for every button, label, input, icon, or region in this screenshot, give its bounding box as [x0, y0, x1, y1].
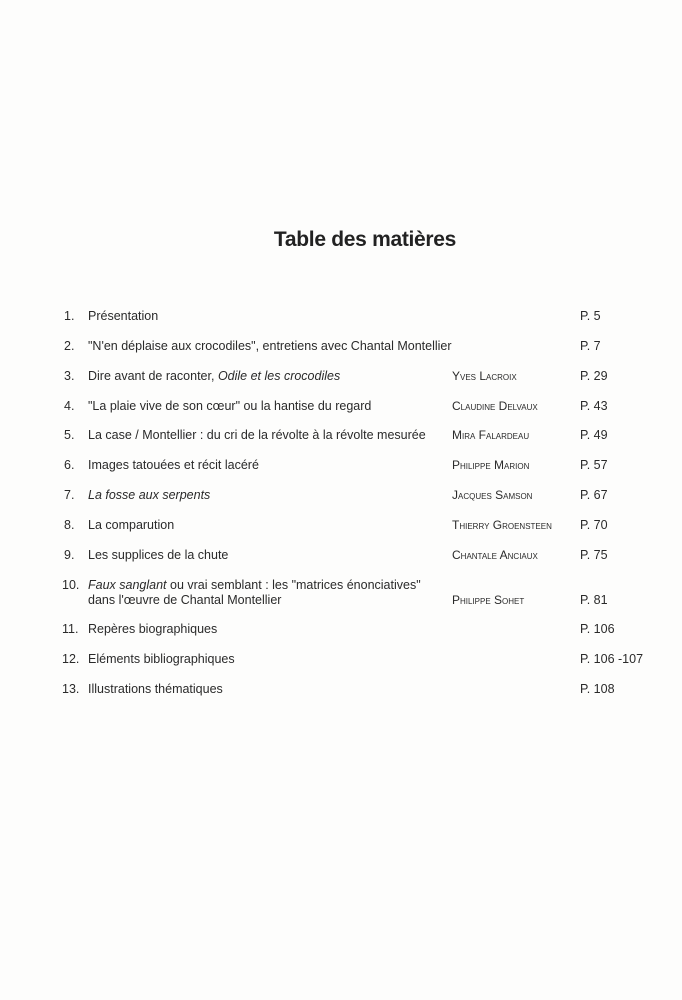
entry-page: P. 106 -107: [580, 652, 644, 666]
entry-number: 1.: [64, 309, 75, 323]
entry-page: P. 75: [580, 548, 608, 562]
entry-label: Les supplices de la chute: [88, 548, 229, 562]
entry-label: [88, 369, 340, 383]
entry-author: Philippe Marion: [452, 458, 530, 472]
entry-number: 5.: [64, 428, 75, 442]
entry-number: 13.: [62, 682, 80, 696]
entry-page: P. 81: [580, 593, 608, 607]
entry-label-italic: Odile et les crocodiles: [217, 369, 341, 383]
entry-number: 9.: [64, 548, 75, 562]
entry-label: Repères biographiques: [88, 622, 218, 636]
entry-label: La case / Montellier : du cri de la révolte à la révolte mesurée: [88, 428, 426, 442]
entry-label-italic: La fosse aux serpents: [88, 488, 211, 502]
page-title: Table des matières: [273, 228, 457, 251]
entry-page: P. 67: [580, 488, 608, 502]
entry-author: Claudine Delvaux: [452, 399, 538, 413]
entry-author: Jacques Samson: [452, 488, 533, 502]
entry-number: 7.: [64, 488, 75, 502]
entry-number: 6.: [64, 458, 75, 472]
entry-label: Eléments bibliographiques: [88, 652, 235, 666]
entry-author: Mira Falardeau: [452, 428, 530, 442]
entry-label: "La plaie vive de son cœur" ou la hantise du regard: [88, 399, 372, 413]
entry-label: La comparution: [88, 518, 175, 532]
entry-label: "N'en déplaise aux crocodiles", entretiens avec Chantal Montellier: [88, 339, 452, 353]
entry-number: 3.: [64, 369, 75, 383]
entry-label: [88, 578, 421, 592]
entry-label: Présentation: [88, 309, 159, 323]
entry-label-text: ou vrai semblant : les "matrices énonciatives": [166, 578, 421, 592]
entry-number: 11.: [62, 622, 79, 636]
entry-label: Illustrations thématiques: [88, 682, 223, 696]
entry-author: Thierry Groensteen: [452, 518, 552, 532]
entry-number: 12.: [62, 652, 80, 666]
entry-page: P. 43: [580, 399, 608, 413]
entry-label: [88, 488, 210, 502]
entry-label: Images tatouées et récit lacéré: [88, 458, 259, 472]
entry-page: P. 106: [580, 622, 615, 636]
entry-page: P. 108: [580, 682, 615, 696]
entry-number: 4.: [64, 399, 75, 413]
entry-label-text: Dire avant de raconter,: [88, 369, 218, 383]
entry-number: 2.: [64, 339, 75, 353]
entry-page: P. 70: [580, 518, 608, 532]
entry-author: Philippe Sohet: [452, 593, 525, 607]
entry-author: Chantale Anciaux: [452, 548, 538, 562]
entry-page: P. 49: [580, 428, 608, 442]
entry-author: Yves Lacroix: [452, 369, 517, 383]
entry-page: P. 57: [580, 458, 608, 472]
entry-number: 8.: [64, 518, 75, 532]
entry-page: P. 29: [580, 369, 608, 383]
entry-label-italic: Faux sanglant: [88, 578, 167, 592]
entry-number: 10.: [62, 578, 80, 592]
entry-label-line2: dans l'œuvre de Chantal Montellier: [88, 593, 282, 607]
entry-page: P. 7: [580, 339, 601, 353]
entry-page: P. 5: [580, 309, 601, 323]
